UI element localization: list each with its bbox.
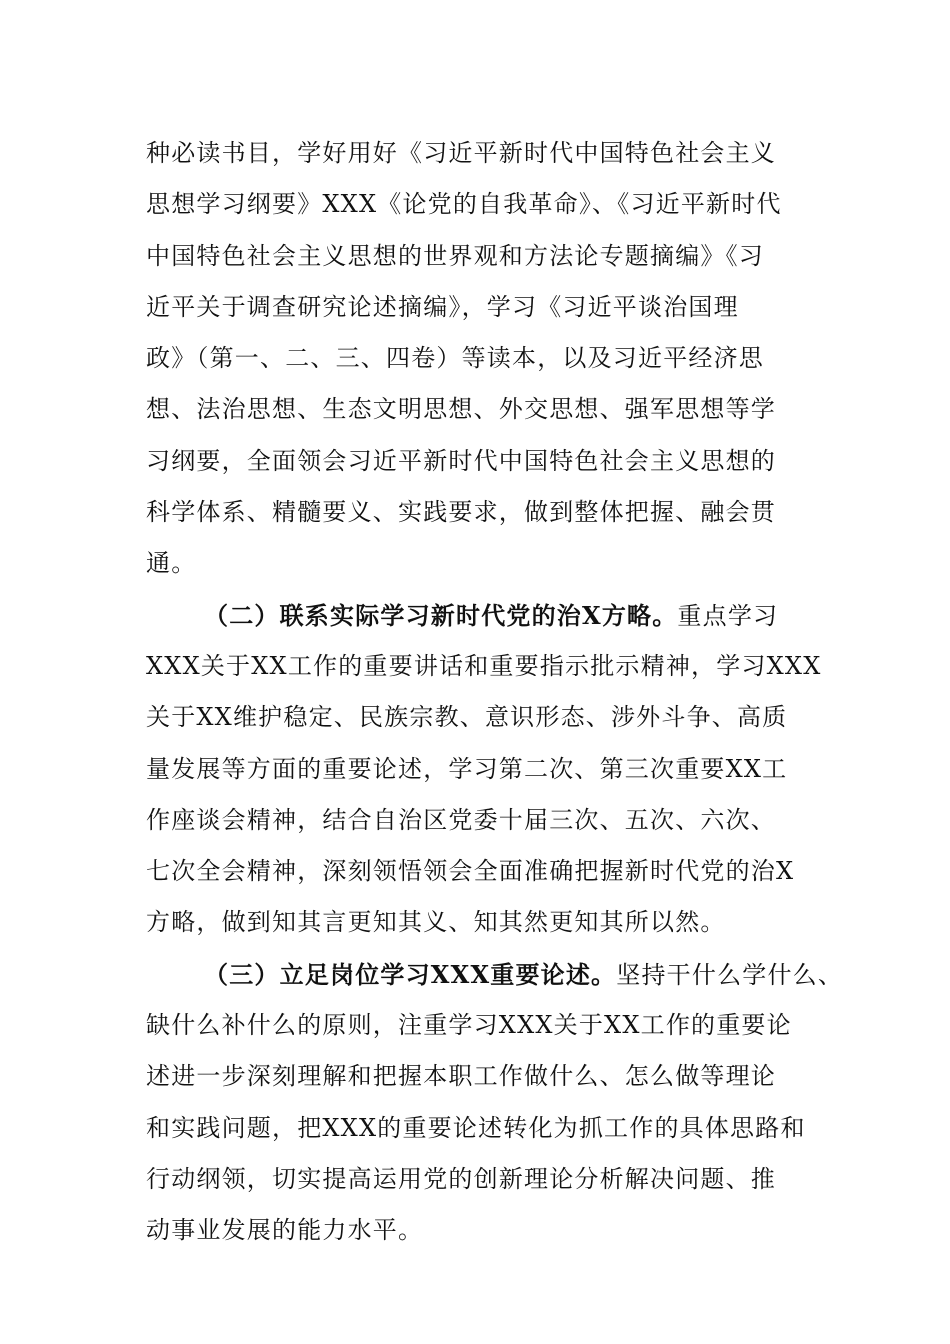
- text-line: 种必读书目，学好用好《习近平新时代中国特色社会主义: [146, 139, 776, 167]
- text-line: 通。: [146, 549, 197, 578]
- text-line: 量发展等方面的重要论述，学习第二次、第三次重要XX工: [146, 754, 788, 783]
- text-line: 思想学习纲要》XXX《论党的自我革命》、《习近平新时代: [146, 190, 782, 219]
- text-line: 习纲要，全面领会习近平新时代中国特色社会主义思想的: [146, 446, 776, 475]
- text-line: 作座谈会精神，结合自治区党委十届三次、五次、六次、: [146, 805, 776, 834]
- document-body: [146, 128, 844, 1257]
- paragraph-1: [146, 128, 836, 590]
- paragraph-2: [146, 590, 836, 949]
- heading-continuation: 坚持干什么学什么、: [616, 960, 844, 989]
- text-line: 近平关于调查研究论述摘编》，学习《习近平谈治国理: [146, 292, 739, 321]
- paragraph-3: [146, 949, 844, 1257]
- text-line: 缺什么补什么的原则，注重学习XXX关于XX工作的重要论: [146, 1011, 792, 1040]
- text-line: 方略，做到知其言更知其义、知其然更知其所以然。: [146, 908, 726, 937]
- text-line: XXX关于XX工作的重要讲话和重要指示批示精神，学习XXX: [146, 651, 822, 680]
- text-line: 科学体系、精髓要义、实践要求，做到整体把握、融会贯: [146, 498, 776, 527]
- text-line: 述进一步深刻理解和把握本职工作做什么、怎么做等理论: [146, 1062, 776, 1091]
- text-line: 政》（第一、二、三、四卷）等读本，以及习近平经济思: [146, 344, 764, 373]
- text-line: 行动纲领，切实提高运用党的创新理论分析解决问题、推: [146, 1164, 776, 1193]
- text-line: 七次全会精神，深刻领悟领会全面准确把握新时代党的治X: [146, 857, 795, 886]
- text-line: 关于XX维护稳定、民族宗教、意识形态、涉外斗争、高质: [146, 703, 788, 732]
- section-heading: （三）立足岗位学习XXX重要论述。: [204, 959, 617, 989]
- text-line: [146, 949, 844, 1000]
- section-heading: （二）联系实际学习新时代党的治X方略。: [204, 600, 678, 630]
- text-line: [146, 590, 836, 641]
- heading-continuation: 重点学习: [677, 601, 779, 630]
- text-line: 中国特色社会主义思想的世界观和方法论专题摘编》《习: [146, 241, 764, 270]
- text-line: 想、法治思想、生态文明思想、外交思想、强军思想等学: [146, 395, 776, 424]
- text-line: 和实践问题，把XXX的重要论述转化为抓工作的具体思路和: [146, 1113, 806, 1142]
- text-line: 动事业发展的能力水平。: [146, 1216, 424, 1245]
